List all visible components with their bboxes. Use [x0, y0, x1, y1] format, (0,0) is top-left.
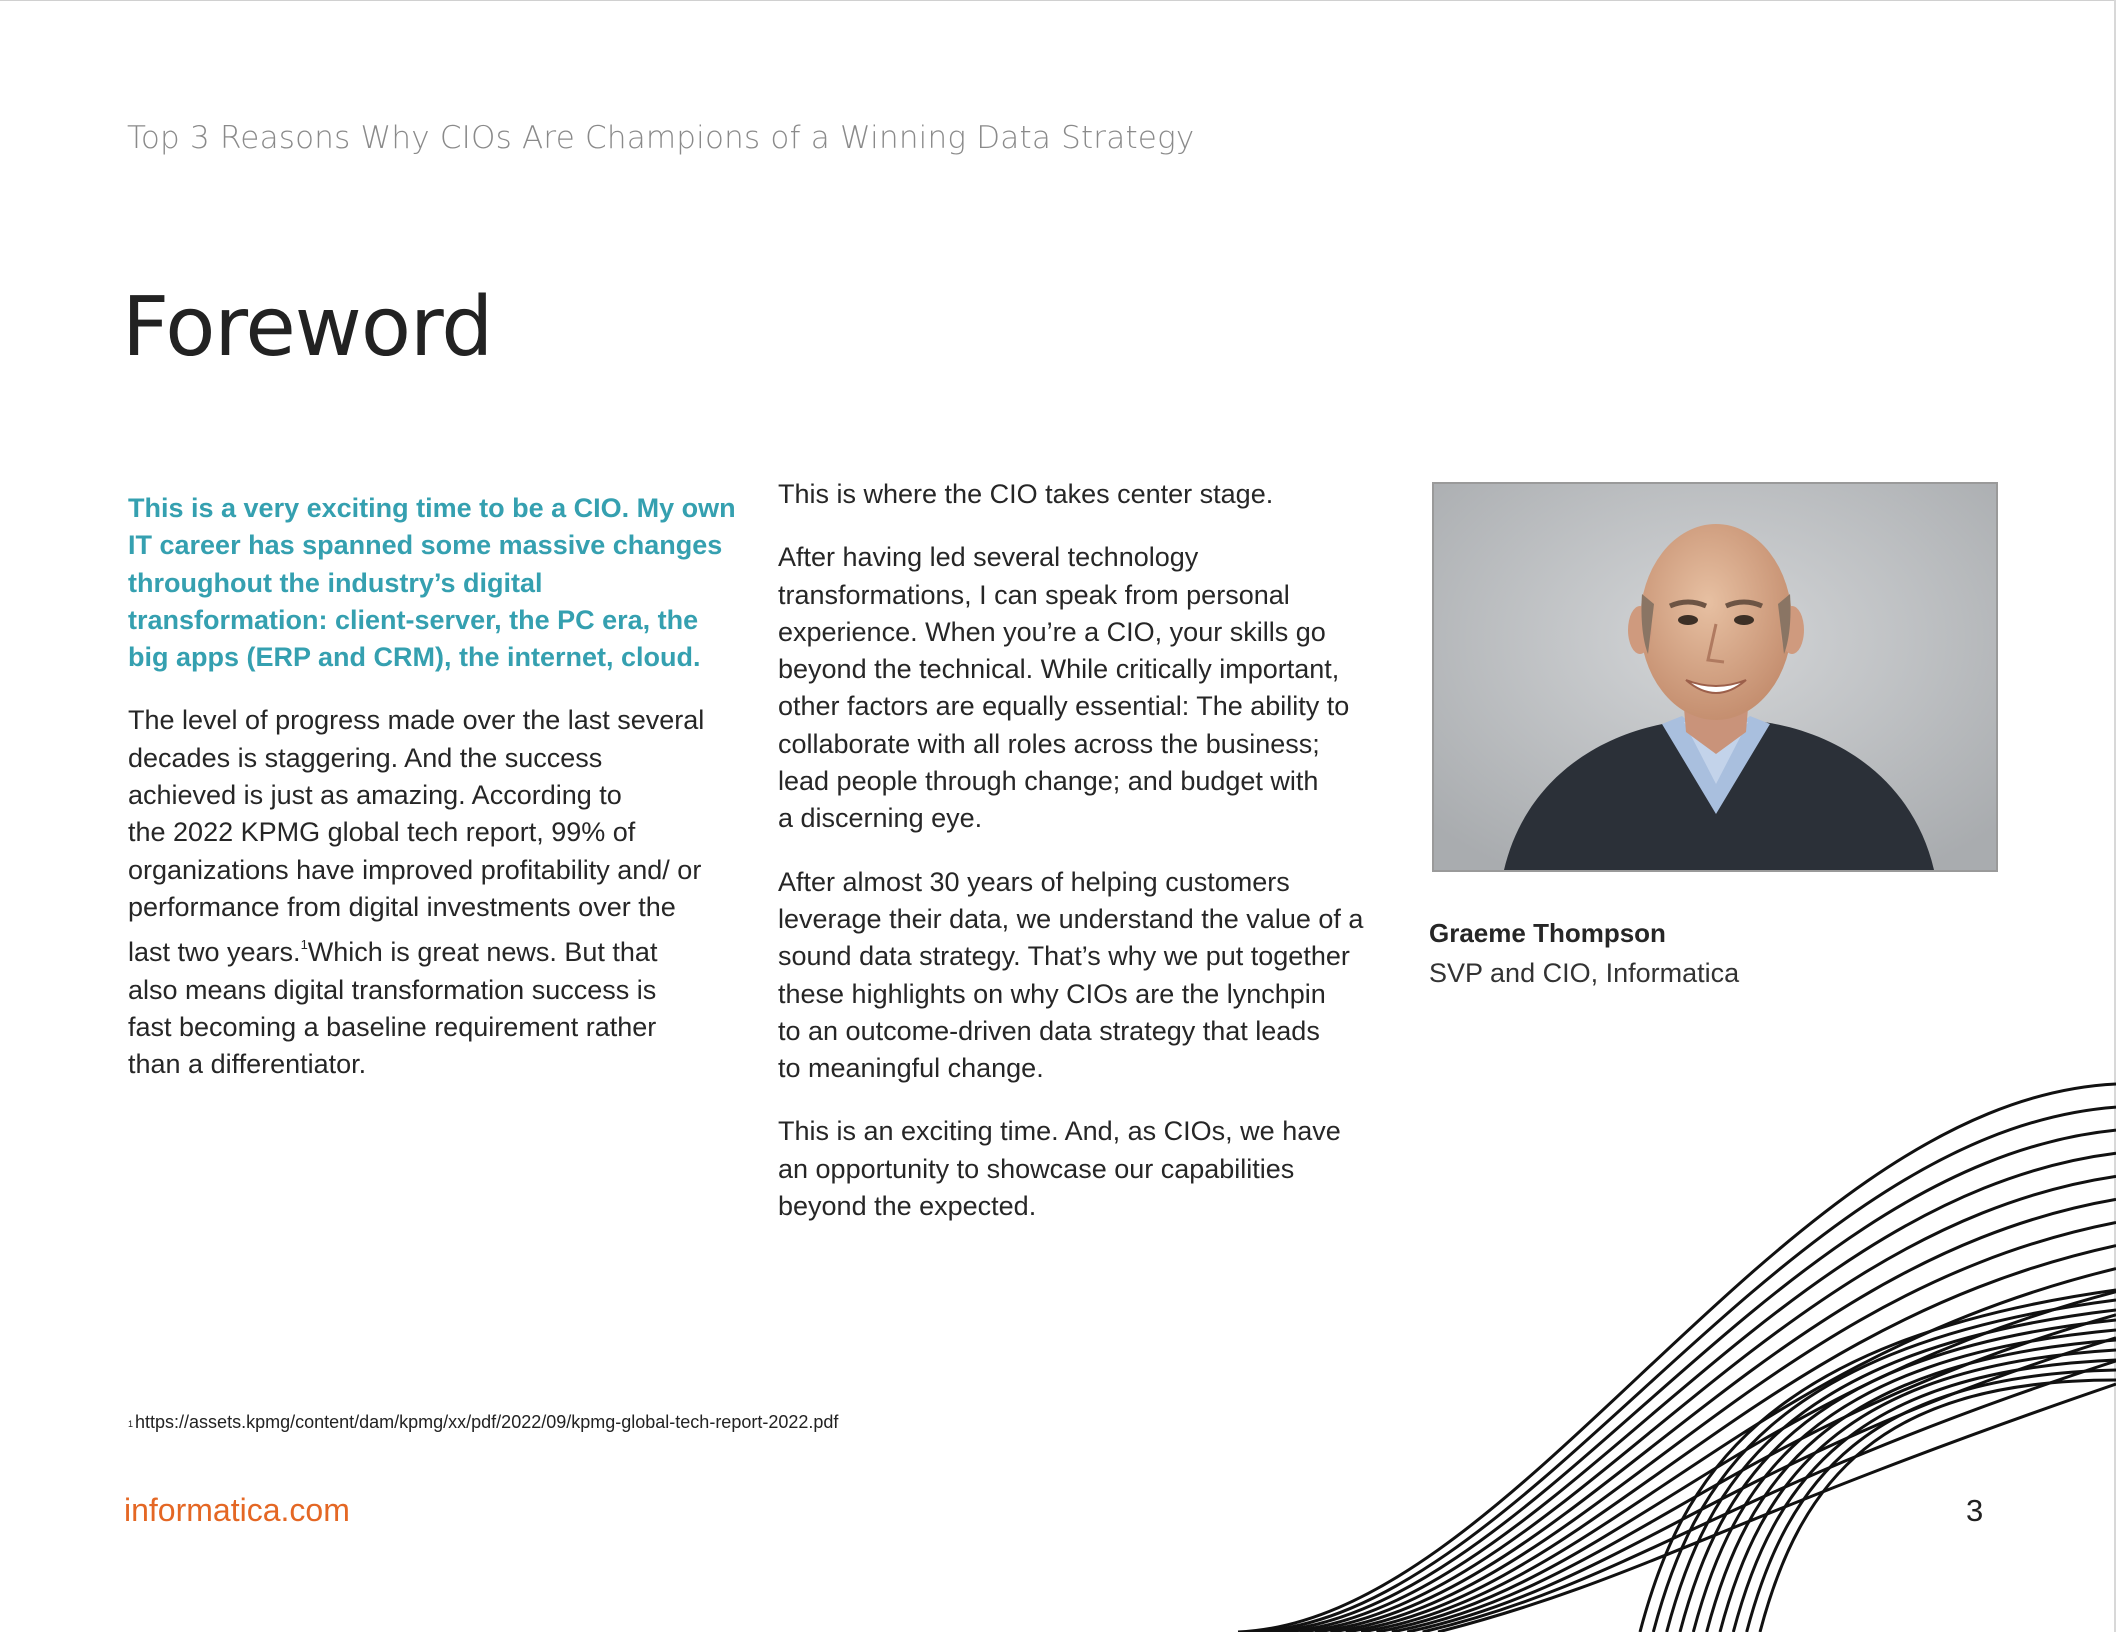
- profile-photo: [1432, 482, 1998, 872]
- text-line: these highlights on why CIOs are the lynchpin: [778, 978, 1326, 1009]
- wave-line: [1733, 1360, 2116, 1632]
- text-line: achieved is just as amazing. According to: [128, 780, 622, 811]
- portrait-image: [1434, 484, 1996, 870]
- text-line: last two years.: [128, 937, 301, 968]
- page-top-border: [0, 0, 2116, 1]
- text-line: to meaningful change.: [778, 1053, 1044, 1084]
- text-line: an opportunity to showcase our capabilities: [778, 1153, 1295, 1184]
- text-line: beyond the expected.: [778, 1191, 1037, 1222]
- text-line: fast becoming a baseline requirement rather: [128, 1011, 657, 1042]
- profile-role: SVP and CIO, Informatica: [1429, 958, 1740, 988]
- text-line: organizations have improved profitability and/ or: [128, 854, 702, 885]
- footnote-url[interactable]: https://assets.kpmg/content/dam/kpmg/xx/pdf/2022/09/kpmg-global-tech-report-2022.pdf: [135, 1412, 839, 1432]
- text-line: transformations, I can speak from personal: [778, 579, 1290, 610]
- text-line: The level of progress made over the last several: [128, 705, 705, 736]
- text-line: performance from digital investments over the: [128, 891, 676, 922]
- wave-line: [1423, 1361, 2116, 1632]
- footnote-marker: 1: [128, 1419, 134, 1429]
- text-line: a discerning eye.: [778, 803, 983, 834]
- text-line: Which is great news. But that: [307, 937, 658, 968]
- text-line: After having led several technology: [778, 542, 1199, 573]
- document-header: Top 3 Reasons Why CIOs Are Champions of a Winning Data Strategy: [127, 120, 1195, 156]
- decorative-wave-lines: [1220, 1060, 2116, 1632]
- footnote-reference: 1: [300, 937, 308, 953]
- text-line: throughout the industry’s digital: [128, 567, 543, 598]
- text-line: After almost 30 years of helping customers: [778, 866, 1290, 897]
- wave-line: [1640, 1290, 2116, 1632]
- page-number: 3: [1966, 1493, 1984, 1528]
- footnote: [128, 1412, 838, 1433]
- text-line: This is an exciting time. And, as CIOs, we have: [778, 1116, 1341, 1147]
- text-line: big apps (ERP and CRM), the internet, cloud.: [128, 642, 701, 673]
- text-line: other factors are equally essential: The ability to: [778, 691, 1350, 722]
- page-title: Foreword: [122, 280, 493, 375]
- column-left: [128, 490, 736, 1109]
- text-line: decades is staggering. And the success: [128, 742, 603, 773]
- text-line: the 2022 KPMG global tech report, 99% of: [128, 817, 636, 848]
- text-line: beyond the technical. While critically important,: [778, 654, 1340, 685]
- body-paragraph: [778, 864, 1363, 1088]
- text-line: to an outcome-driven data strategy that leads: [778, 1015, 1320, 1046]
- text-line: collaborate with all roles across the business;: [778, 728, 1320, 759]
- text-line: This is a very exciting time to be a CIO. My own: [128, 493, 736, 523]
- body-paragraph: [128, 702, 736, 1083]
- text-line: transformation: client-server, the PC era, the: [128, 604, 699, 635]
- site-link[interactable]: informatica.com: [124, 1492, 350, 1528]
- body-paragraph: [778, 476, 1363, 513]
- text-line: lead people through change; and budget with: [778, 766, 1319, 797]
- text-line: experience. When you’re a CIO, your skills go: [778, 616, 1326, 647]
- text-line: than a differentiator.: [128, 1049, 367, 1080]
- wave-lines-group: [1238, 1084, 2116, 1632]
- text-line: also means digital transformation success is: [128, 974, 657, 1005]
- text-line: IT career has spanned some massive changes: [128, 530, 723, 561]
- profile-name: Graeme Thompson: [1429, 918, 1666, 948]
- body-paragraph: [778, 539, 1363, 837]
- wave-line: [1680, 1320, 2116, 1632]
- text-line: This is where the CIO takes center stage.: [778, 479, 1274, 509]
- wave-line: [1376, 1292, 2116, 1632]
- text-line: leverage their data, we understand the value of a: [778, 903, 1364, 934]
- lead-paragraph: [128, 490, 736, 676]
- text-line: sound data strategy. That’s why we put together: [778, 941, 1350, 972]
